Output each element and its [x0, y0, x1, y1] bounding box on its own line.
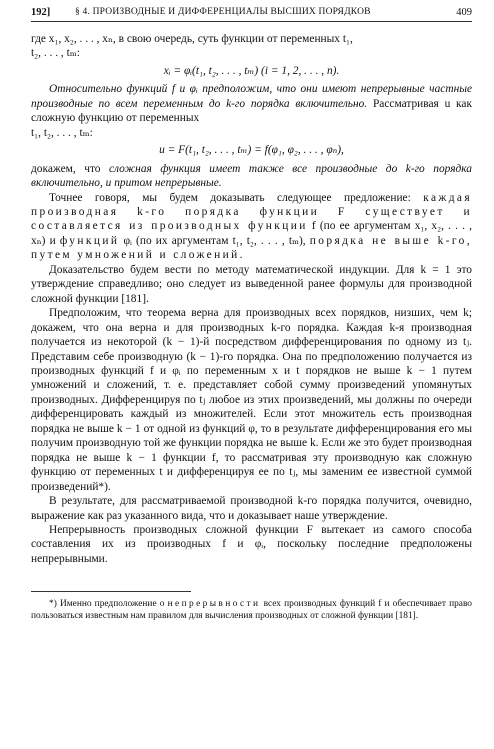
p1-line2: t₂, . . . , tₘ:: [31, 47, 80, 60]
p4-spaced-1: каждая производная k-го порядка функции F существует и составляется из производных функции: [31, 191, 472, 233]
p2-italic: Относительно функций f и φᵢ предположим, что они имеют непрерывные частные производные по всем переменным до k-го порядка включительно.: [31, 83, 472, 110]
paragraph-3: [31, 162, 472, 191]
paragraph-8: Непрерывность производных сложной функции F вытекает из самого способа составления их из производных f и φᵢ, поскольку последние предположены непрерывными.: [31, 523, 472, 565]
p2-rest: Рассматривая u как сложную функцию от переменных: [31, 97, 473, 125]
p4-spaced-3: порядка не выше k-го, путем умножений и сложений: [31, 234, 472, 262]
page-number: 409: [456, 7, 472, 18]
formula-2: u = F(t₁, t₂, . . . , tₘ) = f(φ₁, φ₂, . . . , φₙ),: [159, 144, 344, 157]
running-header: [31, 6, 472, 22]
section-marker: 192]: [31, 7, 51, 18]
footnote-lead: *) Именно предположение о: [49, 599, 168, 610]
paragraph-5: Доказательство будем вести по методу математической индукции. Для k = 1 это утверждение справедливо; оно следует из выведенной ранее формулы для производной сложной функции [181].: [31, 263, 472, 305]
p3-italic: сложная функция имеет также все производные до k-го порядка включительно, и притом непрерывные.: [31, 162, 472, 190]
formula-1: xᵢ = φᵢ(t₁, t₂, . . . , tₘ) (i = 1, 2, . . . , n).: [163, 64, 340, 77]
paragraph-4: [31, 191, 472, 263]
footnote-rest: всех производных функций f и обеспечивает право пользоваться известным нам правилом для вычисления производных от сложной функции [181].: [31, 599, 472, 622]
p4-mid: f (по ее аргументам x₁, x₂, . . . , xₙ) и: [31, 220, 473, 247]
paragraph-7: В результате, для рассматриваемой производной k-го порядка получится, очевидно, выражение как раз указанного вида, что и доказывает наше утверждение.: [31, 495, 472, 522]
paragraph-1: [31, 32, 472, 61]
p4-lead: Точнее говоря, мы будем доказывать следующее предложение:: [49, 191, 424, 204]
p1-line1: где x₁, x₂, . . . , xₙ, в свою очередь, суть функции от переменных t₁,: [31, 33, 353, 45]
footnote-spaced: непрерывности: [167, 599, 261, 610]
paragraph-2: [31, 82, 472, 140]
p4-end: .: [239, 249, 243, 262]
p4-mid-2: φᵢ (по их аргументам t₁, t₂, . . . , tₘ),: [119, 234, 310, 247]
paragraph-6: Предположим, что теорема верна для производных всех порядков, низших, чем k; докажем, что она верна и для производных k-го порядка. Каждая k-я производная получается из некоторой (k − 1)-й посредством дифференцирования по одному из tⱼ. Представим себе производную (k − 1)-го порядка. Она по предположению получается из производных функций f и φᵢ по переменным x и t порядков не выше k − 1 путем умножений и сложений, т. е. представляет собой сумму произведений упомянутых производных. Дифференцируя по tⱼ любое из этих произведений, мы должны по очереди дифференцировать каждый из множителей. Если этот множитель есть производная порядка не выше k − 1 от одной из функций φ, то в результате дифференцирования его мы получим производную той же функции порядка не выше k. Если же это будет производная порядка не выше k − 1 функции f, то рассматривая эту производную как сложную функцию от переменных t и дифференцируя ее по tⱼ, мы заменим ее известной суммой произведений*).: [31, 307, 472, 493]
p4-spaced-2: функций: [59, 234, 120, 247]
p2-last: t₁, t₂, . . . , tₘ:: [31, 126, 93, 139]
p3-lead: докажем, что: [31, 162, 109, 175]
chapter-title: § 4. ПРОИЗВОДНЫЕ И ДИФФЕРЕНЦИАЛЫ ВЫСШИХ ПОРЯДКОВ: [75, 7, 371, 17]
footnote-divider: [31, 591, 191, 592]
footnote: [31, 598, 472, 622]
